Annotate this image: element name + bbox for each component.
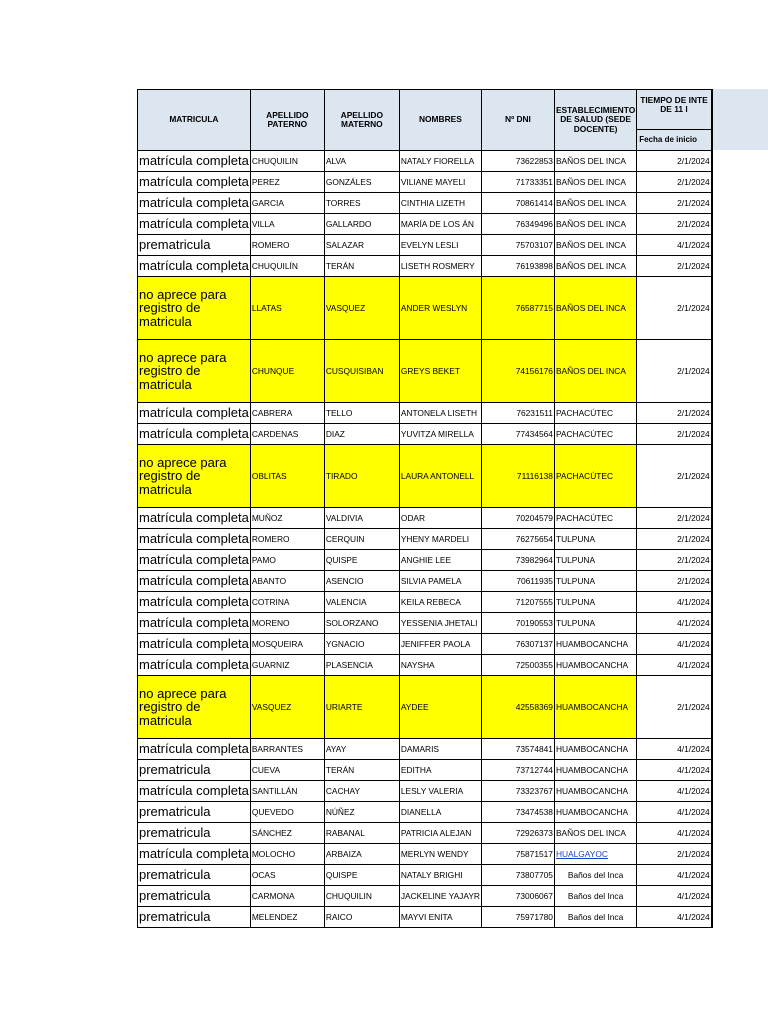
cell-apellido-paterno: MORENO xyxy=(250,613,324,634)
cell-dni: 70204579 xyxy=(481,508,554,529)
table-row xyxy=(138,865,712,886)
cell-dni: 73574841 xyxy=(481,739,554,760)
cell-nombres: DIANELLA xyxy=(399,802,481,823)
cell-nombres: JENIFFER PAOLA xyxy=(399,634,481,655)
cell-matricula: matrícula completa xyxy=(138,151,251,172)
cell-apellido-materno: ALVA xyxy=(324,151,399,172)
cell-dni: 72500355 xyxy=(481,655,554,676)
cell-apellido-materno: PLASENCIA xyxy=(324,655,399,676)
cell-dni: 73474538 xyxy=(481,802,554,823)
cell-establecimiento: HUAMBOCANCHA xyxy=(554,634,636,655)
cell-establecimiento: BAÑOS DEL INCA xyxy=(554,214,636,235)
cell-dni: 42558369 xyxy=(481,676,554,739)
cell-nombres: YUVITZA MIRELLA xyxy=(399,424,481,445)
cell-apellido-materno: SALAZAR xyxy=(324,235,399,256)
cell-apellido-materno: VALENCIA xyxy=(324,592,399,613)
cell-fecha: 2/1/2024 xyxy=(637,277,712,340)
cell-apellido-materno: QUISPE xyxy=(324,865,399,886)
cell-dni: 70190553 xyxy=(481,613,554,634)
header-fecha-inicio: Fecha de inicio xyxy=(637,130,712,151)
cell-apellido-paterno: CHUQUILIN xyxy=(250,151,324,172)
cell-matricula: matrícula completa xyxy=(138,613,251,634)
cell-nombres: YESSENIA JHETALI xyxy=(399,613,481,634)
table-row xyxy=(138,172,712,193)
cell-matricula: matrícula completa xyxy=(138,571,251,592)
cell-nombres: ODAR xyxy=(399,508,481,529)
cell-establecimiento: BAÑOS DEL INCA xyxy=(554,277,636,340)
cell-apellido-paterno: MOSQUEIRA xyxy=(250,634,324,655)
cell-matricula: prematricula xyxy=(138,802,251,823)
cell-matricula: matrícula completa xyxy=(138,172,251,193)
table-row xyxy=(138,508,712,529)
cell-matricula: matrícula completa xyxy=(138,529,251,550)
table-row xyxy=(138,550,712,571)
cell-nombres: MARÍA DE LOS ÁN xyxy=(399,214,481,235)
cell-dni: 73712744 xyxy=(481,760,554,781)
cell-nombres: MAYVI ENITA xyxy=(399,907,481,928)
cell-dni: 73982964 xyxy=(481,550,554,571)
cell-apellido-paterno: GARCIA xyxy=(250,193,324,214)
cell-apellido-materno: TORRES xyxy=(324,193,399,214)
cell-apellido-paterno: MELENDEZ xyxy=(250,907,324,928)
cell-dni: 76231511 xyxy=(481,403,554,424)
cell-fecha: 2/1/2024 xyxy=(637,172,712,193)
cell-nombres: EVELYN LESLI xyxy=(399,235,481,256)
cell-nombres: NAYSHA xyxy=(399,655,481,676)
cell-fecha: 2/1/2024 xyxy=(637,340,712,403)
cell-establecimiento: HUAMBOCANCHA xyxy=(554,676,636,739)
cell-apellido-materno: VALDIVIA xyxy=(324,508,399,529)
cell-apellido-paterno: QUEVEDO xyxy=(250,802,324,823)
cell-nombres: DAMARIS xyxy=(399,739,481,760)
cell-apellido-materno: GONZÁLES xyxy=(324,172,399,193)
cell-establecimiento: HUAMBOCANCHA xyxy=(554,739,636,760)
table-row xyxy=(138,781,712,802)
cell-apellido-paterno: MOLOCHO xyxy=(250,844,324,865)
spreadsheet xyxy=(137,89,713,928)
table-row xyxy=(138,151,712,172)
cell-apellido-paterno: SÁNCHEZ xyxy=(250,823,324,844)
cell-apellido-paterno: SANTILLÁN xyxy=(250,781,324,802)
cell-matricula: no aprece para registro de matricula xyxy=(138,277,251,340)
cell-fecha: 4/1/2024 xyxy=(637,739,712,760)
cell-matricula: matrícula completa xyxy=(138,193,251,214)
table-row xyxy=(138,256,712,277)
cell-apellido-paterno: CABRERA xyxy=(250,403,324,424)
cell-nombres: VILIANE MAYELI xyxy=(399,172,481,193)
cell-fecha: 4/1/2024 xyxy=(637,823,712,844)
cell-matricula: matrícula completa xyxy=(138,634,251,655)
cell-fecha: 2/1/2024 xyxy=(637,676,712,739)
cell-apellido-paterno: PAMO xyxy=(250,550,324,571)
table-row xyxy=(138,823,712,844)
cell-fecha: 2/1/2024 xyxy=(637,424,712,445)
cell-establecimiento: Baños del Inca xyxy=(554,907,636,928)
cell-dni: 75871517 xyxy=(481,844,554,865)
cell-establecimiento: TULPUNA xyxy=(554,571,636,592)
cell-establecimiento: TULPUNA xyxy=(554,613,636,634)
cell-nombres: ANGHIE LEE xyxy=(399,550,481,571)
cell-apellido-paterno: LLATAS xyxy=(250,277,324,340)
cell-fecha: 2/1/2024 xyxy=(637,508,712,529)
table-row xyxy=(138,403,712,424)
cell-matricula: matrícula completa xyxy=(138,781,251,802)
cell-establecimiento: BAÑOS DEL INCA xyxy=(554,172,636,193)
cell-apellido-materno: CUSQUISIBAN xyxy=(324,340,399,403)
cell-fecha: 2/1/2024 xyxy=(637,214,712,235)
cell-establecimiento: PACHACÚTEC xyxy=(554,403,636,424)
cell-apellido-materno: AYAY xyxy=(324,739,399,760)
cell-apellido-paterno: VASQUEZ xyxy=(250,676,324,739)
header-dni: Nº DNI xyxy=(481,90,554,151)
cell-apellido-paterno: VILLA xyxy=(250,214,324,235)
cell-establecimiento: Baños del Inca xyxy=(554,865,636,886)
cell-apellido-paterno: OCAS xyxy=(250,865,324,886)
cell-apellido-paterno: OBLITAS xyxy=(250,445,324,508)
cell-matricula: prematricula xyxy=(138,865,251,886)
cell-apellido-paterno: PEREZ xyxy=(250,172,324,193)
cell-nombres: ANTONELA LISETH xyxy=(399,403,481,424)
cell-matricula: prematricula xyxy=(138,823,251,844)
cell-dni: 73807705 xyxy=(481,865,554,886)
table-row xyxy=(138,802,712,823)
cell-dni: 71733351 xyxy=(481,172,554,193)
cell-nombres: MERLYN WENDY xyxy=(399,844,481,865)
header-tiempo: TIEMPO DE INTE DE 11 I xyxy=(637,90,712,130)
cell-apellido-paterno: CUEVA xyxy=(250,760,324,781)
cell-nombres: LISETH ROSMERY xyxy=(399,256,481,277)
cell-dni: 76275654 xyxy=(481,529,554,550)
cell-fecha: 4/1/2024 xyxy=(637,907,712,928)
cell-apellido-materno: ASENCIO xyxy=(324,571,399,592)
cell-establecimiento: TULPUNA xyxy=(554,592,636,613)
cell-establecimiento: PACHACÚTEC xyxy=(554,424,636,445)
table-row xyxy=(138,844,712,865)
cell-fecha: 4/1/2024 xyxy=(637,613,712,634)
cell-establecimiento: BAÑOS DEL INCA xyxy=(554,340,636,403)
cell-nombres: EDITHA xyxy=(399,760,481,781)
table-row xyxy=(138,676,712,739)
cell-nombres: GREYS BEKET xyxy=(399,340,481,403)
table-row xyxy=(138,592,712,613)
cell-matricula: matrícula completa xyxy=(138,403,251,424)
cell-nombres: LAURA ANTONELL xyxy=(399,445,481,508)
cell-nombres: JACKELINE YAJAYR xyxy=(399,886,481,907)
cell-apellido-paterno: GUARNIZ xyxy=(250,655,324,676)
cell-fecha: 2/1/2024 xyxy=(637,256,712,277)
cell-apellido-materno: YGNACIO xyxy=(324,634,399,655)
cell-fecha: 4/1/2024 xyxy=(637,235,712,256)
cell-establecimiento: TULPUNA xyxy=(554,529,636,550)
cell-apellido-materno: QUISPE xyxy=(324,550,399,571)
cell-establecimiento: BAÑOS DEL INCA xyxy=(554,193,636,214)
cell-fecha: 4/1/2024 xyxy=(637,781,712,802)
cell-dni: 76307137 xyxy=(481,634,554,655)
cell-fecha: 2/1/2024 xyxy=(637,151,712,172)
cell-fecha: 4/1/2024 xyxy=(637,802,712,823)
cell-matricula: matrícula completa xyxy=(138,424,251,445)
cell-nombres: KEILA REBECA xyxy=(399,592,481,613)
cell-apellido-materno: NÚÑEZ xyxy=(324,802,399,823)
cell-dni: 76193898 xyxy=(481,256,554,277)
cell-matricula: no aprece para registro de matricula xyxy=(138,445,251,508)
cell-matricula: no aprece para registro de matricula xyxy=(138,340,251,403)
establecimiento-link[interactable]: HUALGAYOC xyxy=(555,848,608,859)
cell-fecha: 4/1/2024 xyxy=(637,865,712,886)
cell-matricula: prematricula xyxy=(138,886,251,907)
cell-establecimiento: BAÑOS DEL INCA xyxy=(554,256,636,277)
cell-matricula: matrícula completa xyxy=(138,655,251,676)
cell-apellido-paterno: COTRINA xyxy=(250,592,324,613)
cell-matricula: matrícula completa xyxy=(138,844,251,865)
cell-nombres: LESLY VALERIA xyxy=(399,781,481,802)
cell-establecimiento: PACHACÚTEC xyxy=(554,508,636,529)
table-row xyxy=(138,634,712,655)
header-apellido-materno: APELLIDO MATERNO xyxy=(324,90,399,151)
cell-matricula: matrícula completa xyxy=(138,592,251,613)
cell-establecimiento: BAÑOS DEL INCA xyxy=(554,151,636,172)
cell-apellido-paterno: CHUNQUE xyxy=(250,340,324,403)
cell-matricula: no aprece para registro de matricula xyxy=(138,676,251,739)
table-row xyxy=(138,193,712,214)
header-establecimiento: ESTABLECIMIENTO DE SALUD (SEDE DOCENTE) xyxy=(554,90,636,151)
cell-dni: 77434564 xyxy=(481,424,554,445)
cell-fecha: 2/1/2024 xyxy=(637,193,712,214)
cell-fecha: 4/1/2024 xyxy=(637,655,712,676)
cell-establecimiento xyxy=(554,844,636,865)
cell-nombres: NATALY FIORELLA xyxy=(399,151,481,172)
cell-apellido-paterno: MUÑOZ xyxy=(250,508,324,529)
table-row xyxy=(138,445,712,508)
cell-nombres: SILVIA PAMELA xyxy=(399,571,481,592)
cell-matricula: matrícula completa xyxy=(138,256,251,277)
table-row xyxy=(138,235,712,256)
cell-matricula: prematricula xyxy=(138,235,251,256)
table-row xyxy=(138,907,712,928)
table-row xyxy=(138,760,712,781)
table-row xyxy=(138,214,712,235)
enrollment-table xyxy=(137,89,713,928)
cell-apellido-materno: GALLARDO xyxy=(324,214,399,235)
cell-dni: 70861414 xyxy=(481,193,554,214)
cell-fecha: 4/1/2024 xyxy=(637,634,712,655)
cell-fecha: 4/1/2024 xyxy=(637,886,712,907)
cell-establecimiento: HUAMBOCANCHA xyxy=(554,655,636,676)
cell-dni: 71116138 xyxy=(481,445,554,508)
cell-apellido-materno: TERÁN xyxy=(324,256,399,277)
cell-dni: 70611935 xyxy=(481,571,554,592)
table-row xyxy=(138,277,712,340)
table-row xyxy=(138,424,712,445)
cell-dni: 76587715 xyxy=(481,277,554,340)
cell-fecha: 4/1/2024 xyxy=(637,760,712,781)
table-body xyxy=(138,151,712,928)
header-nombres: NOMBRES xyxy=(399,90,481,151)
cell-apellido-materno: URIARTE xyxy=(324,676,399,739)
cell-nombres: NATALY BRIGHI xyxy=(399,865,481,886)
cell-apellido-paterno: ROMERO xyxy=(250,529,324,550)
cell-apellido-materno: SOLORZANO xyxy=(324,613,399,634)
cell-matricula: prematricula xyxy=(138,760,251,781)
cell-apellido-materno: RABANAL xyxy=(324,823,399,844)
cell-nombres: ANDER WESLYN xyxy=(399,277,481,340)
cell-apellido-materno: CHUQUILIN xyxy=(324,886,399,907)
cell-apellido-materno: DIAZ xyxy=(324,424,399,445)
cell-fecha: 4/1/2024 xyxy=(637,592,712,613)
cell-apellido-paterno: CARDENAS xyxy=(250,424,324,445)
cell-establecimiento: HUAMBOCANCHA xyxy=(554,781,636,802)
cell-establecimiento: BAÑOS DEL INCA xyxy=(554,235,636,256)
cell-dni: 73323767 xyxy=(481,781,554,802)
cell-establecimiento: PACHACÚTEC xyxy=(554,445,636,508)
table-row xyxy=(138,340,712,403)
cell-apellido-materno: CERQUIN xyxy=(324,529,399,550)
cell-apellido-materno: TERÁN xyxy=(324,760,399,781)
cell-apellido-materno: TIRADO xyxy=(324,445,399,508)
cell-nombres: YHENY MARDELI xyxy=(399,529,481,550)
cell-establecimiento: HUAMBOCANCHA xyxy=(554,802,636,823)
table-row xyxy=(138,886,712,907)
table-row xyxy=(138,739,712,760)
cell-apellido-paterno: CARMONA xyxy=(250,886,324,907)
cell-establecimiento: TULPUNA xyxy=(554,550,636,571)
cell-nombres: PATRICIA ALEJAN xyxy=(399,823,481,844)
cell-apellido-paterno: ABANTO xyxy=(250,571,324,592)
cell-dni: 75971780 xyxy=(481,907,554,928)
cell-fecha: 2/1/2024 xyxy=(637,550,712,571)
cell-apellido-paterno: ROMERO xyxy=(250,235,324,256)
cell-apellido-materno: VASQUEZ xyxy=(324,277,399,340)
cell-dni: 74156176 xyxy=(481,340,554,403)
cell-dni: 73622853 xyxy=(481,151,554,172)
cell-dni: 75703107 xyxy=(481,235,554,256)
table-row xyxy=(138,655,712,676)
cell-matricula: matrícula completa xyxy=(138,214,251,235)
cell-matricula: matrícula completa xyxy=(138,508,251,529)
cell-apellido-materno: CACHAY xyxy=(324,781,399,802)
cell-fecha: 2/1/2024 xyxy=(637,529,712,550)
cell-dni: 76349496 xyxy=(481,214,554,235)
cell-apellido-materno: TELLO xyxy=(324,403,399,424)
cell-dni: 73006067 xyxy=(481,886,554,907)
cell-fecha: 2/1/2024 xyxy=(637,403,712,424)
cell-fecha: 2/1/2024 xyxy=(637,571,712,592)
cell-dni: 72926373 xyxy=(481,823,554,844)
cell-establecimiento: HUAMBOCANCHA xyxy=(554,760,636,781)
table-row xyxy=(138,571,712,592)
cell-apellido-paterno: CHUQUILÍN xyxy=(250,256,324,277)
cell-apellido-materno: ARBAIZA xyxy=(324,844,399,865)
header-apellido-paterno: APELLIDO PATERNO xyxy=(250,90,324,151)
header-matricula: MATRICULA xyxy=(138,90,251,151)
cell-establecimiento: BAÑOS DEL INCA xyxy=(554,823,636,844)
cell-matricula: prematricula xyxy=(138,907,251,928)
cell-matricula: matrícula completa xyxy=(138,739,251,760)
cell-apellido-paterno: BARRANTES xyxy=(250,739,324,760)
cell-fecha: 2/1/2024 xyxy=(637,844,712,865)
cell-matricula: matrícula completa xyxy=(138,550,251,571)
cell-dni: 71207555 xyxy=(481,592,554,613)
cell-fecha: 2/1/2024 xyxy=(637,445,712,508)
cell-establecimiento: Baños del Inca xyxy=(554,886,636,907)
cell-nombres: CINTHIA LIZETH xyxy=(399,193,481,214)
table-row xyxy=(138,613,712,634)
cell-apellido-materno: RAICO xyxy=(324,907,399,928)
table-row xyxy=(138,529,712,550)
cell-nombres: AYDEE xyxy=(399,676,481,739)
